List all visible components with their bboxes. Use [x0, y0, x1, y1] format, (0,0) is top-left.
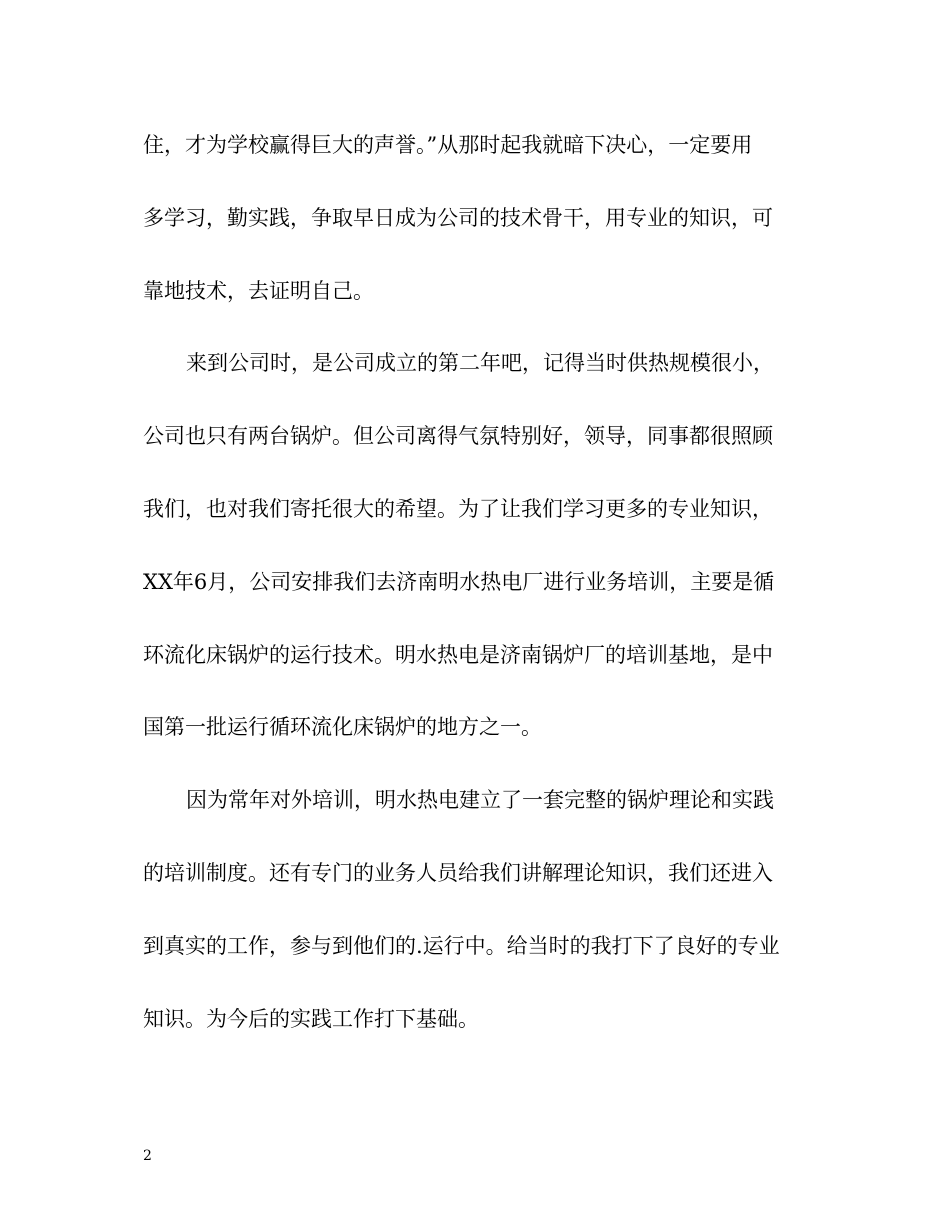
- body-text-line: 住，才为学校赢得巨大的声誉。”从那时起我就暗下决心，一定要用: [143, 133, 753, 157]
- body-text-line: 多学习，勤实践，争取早日成为公司的技术骨干，用专业的知识，可: [143, 206, 773, 230]
- body-text-line: 我们，也对我们寄托很大的希望。为了让我们学习更多的专业知识，: [143, 497, 773, 521]
- paragraph-start-line: 来到公司时，是公司成立的第二年吧，记得当时供热规模很小，: [186, 351, 774, 375]
- body-text-line: 环流化床锅炉的运行技术。明水热电是济南锅炉厂的培训基地，是中: [143, 643, 773, 667]
- body-text-line: 国第一批运行循环流化床锅炉的地方之一。: [143, 715, 542, 739]
- page-number: 2: [143, 1148, 152, 1164]
- body-text-line: 知识。为今后的实践工作打下基础。: [143, 1007, 479, 1031]
- body-text-line: XX年6月，公司安排我们去济南明水热电厂进行业务培训，主要是循: [143, 570, 775, 594]
- body-text-line: 靠地技术，去证明自己。: [143, 279, 374, 303]
- body-text-line: 公司也只有两台锅炉。但公司离得气氛特别好，领导，同事都很照顾: [143, 424, 773, 448]
- body-text-line: 的培训制度。还有专门的业务人员给我们讲解理论知识，我们还进入: [143, 861, 773, 885]
- body-text-line: 到真实的工作，参与到他们的.运行中。给当时的我打下了良好的专业: [143, 934, 780, 958]
- paragraph-start-line: 因为常年对外培训，明水热电建立了一套完整的锅炉理论和实践: [186, 788, 774, 812]
